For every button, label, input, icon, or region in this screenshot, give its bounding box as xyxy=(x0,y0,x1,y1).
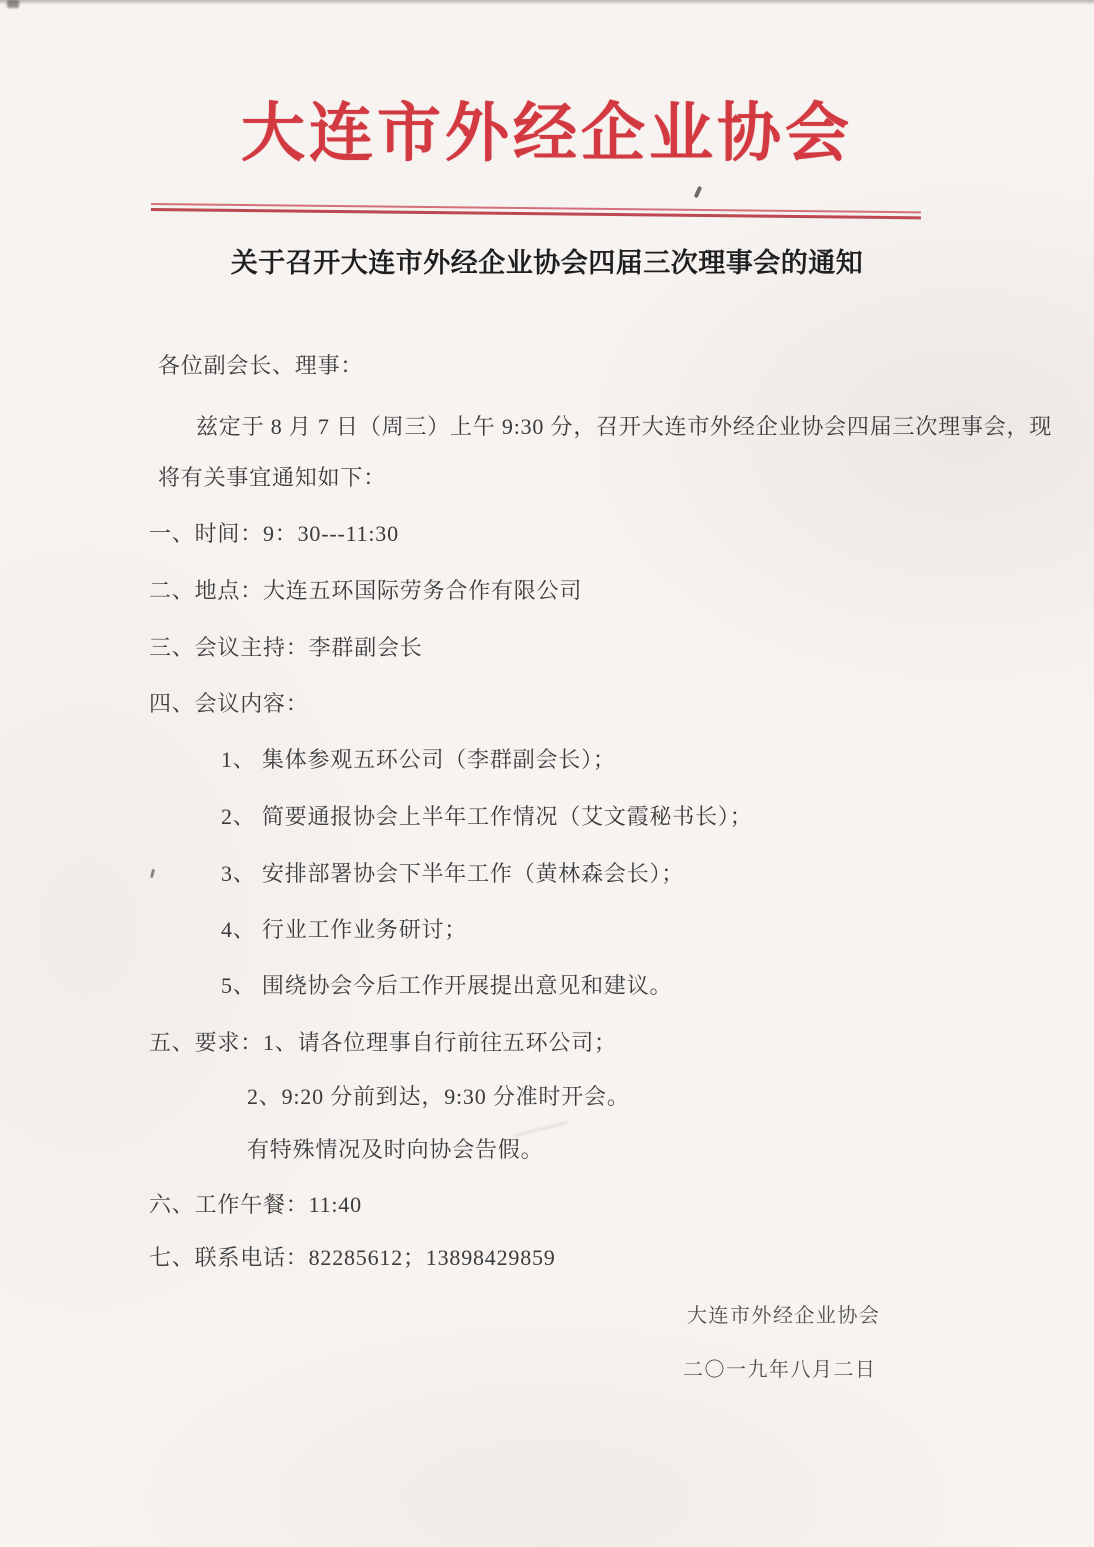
agenda-item-4: 4、 行业工作业务研讨； xyxy=(221,917,468,942)
requirements-line-1: 五、要求：1、请各位理事自行前往五环公司； xyxy=(149,1030,617,1055)
signature-association: 大连市外经企业协会 xyxy=(687,1305,881,1327)
section-time: 一、时间：9：30---11:30 xyxy=(149,521,399,546)
intro-line-1: 兹定于 8 月 7 日（周三）上午 9:30 分，召开大连市外经企业协会四届三次理事会，现 xyxy=(196,414,1053,439)
section-agenda-header: 四、会议内容： xyxy=(149,691,309,716)
scan-corner-smudge xyxy=(7,0,19,8)
section-host: 三、会议主持：李群副会长 xyxy=(149,635,423,660)
intro-line-2: 将有关事宜通知如下： xyxy=(158,465,387,490)
agenda-item-5: 5、 围绕协会今后工作开展提出意见和建议。 xyxy=(221,973,673,998)
agenda-item-1: 1、 集体参观五环公司（李群副会长）； xyxy=(221,747,616,772)
section-location: 二、地点：大连五环国际劳务合作有限公司 xyxy=(149,578,583,603)
letterhead-double-rule xyxy=(151,203,921,219)
agenda-item-3: 3、 安排部署协会下半年工作（黄林森会长）； xyxy=(221,861,685,886)
requirements-line-2: 2、9:20 分前到达，9:30 分准时开会。 xyxy=(247,1084,630,1109)
section-contact-phones: 七、联系电话：82285612；13898429859 xyxy=(149,1245,556,1270)
stray-ink-mark xyxy=(150,869,155,878)
notice-title: 关于召开大连市外经企业协会四届三次理事会的通知 xyxy=(230,248,864,278)
requirements-line-3: 有特殊情况及时向协会告假。 xyxy=(247,1137,544,1162)
signature-date: 二〇一九年八月二日 xyxy=(683,1359,877,1381)
scan-top-edge-shadow xyxy=(0,0,1094,5)
stray-ink-tick xyxy=(694,186,703,199)
agenda-item-2: 2、 简要通报协会上半年工作情况（艾文霞秘书长）； xyxy=(221,804,753,829)
letterhead-association-name: 大连市外经企业协会 xyxy=(241,98,853,169)
salutation-line: 各位副会长、理事： xyxy=(158,353,364,378)
section-lunch: 六、工作午餐：11:40 xyxy=(149,1192,362,1217)
